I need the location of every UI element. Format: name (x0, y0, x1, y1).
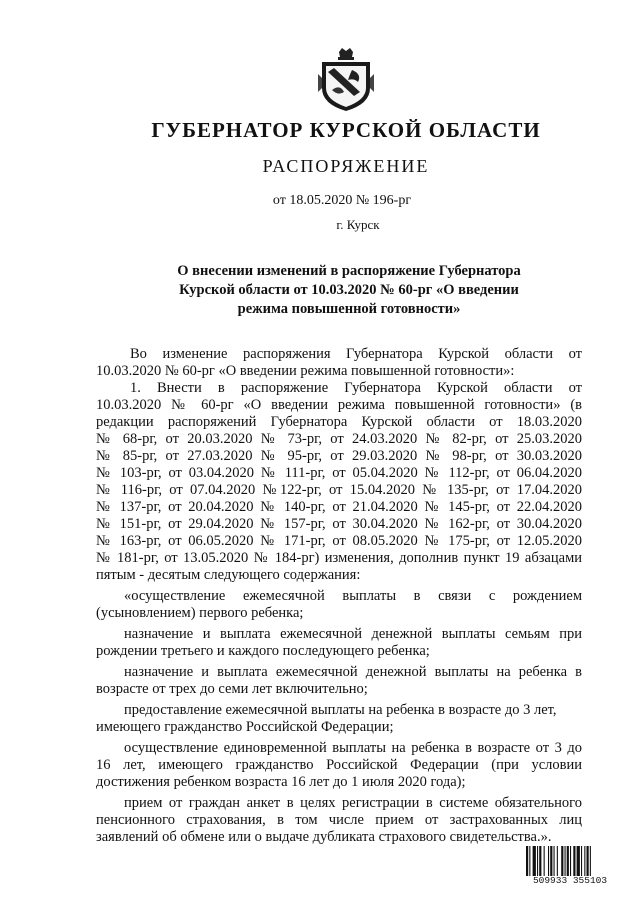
body-line: 1. Внести в распоряжение Губернатора Курской области от (130, 380, 582, 396)
body-line: № 116-рг, от 07.04.2020 №122-рг, от 15.04.2020 № 135-рг, от 17.04.2020 (96, 482, 582, 498)
document-type: РАСПОРЯЖЕНИЕ (262, 156, 430, 176)
body-line: 10.03.2020 № 60-рг «О введении режима повышенной готовности»: (96, 363, 515, 379)
barcode-bar (584, 846, 585, 876)
barcode-bar (533, 846, 536, 876)
barcode-bar (537, 846, 538, 876)
body-line: № 103-рг, от 03.04.2020 № 111-рг, от 05.04.2020 № 112-рг, от 06.04.2020 (96, 465, 582, 481)
barcode-bars (526, 846, 614, 876)
barcode-bar (570, 846, 571, 876)
barcode-bar (590, 846, 591, 876)
barcode-bar (565, 846, 566, 876)
governor-title: ГУБЕРНАТОР КУРСКОЙ ОБЛАСТИ (151, 118, 541, 142)
barcode-bar (544, 846, 545, 876)
barcode-bar (573, 846, 575, 876)
body-line: предоставление ежемесячной выплаты на ребенка в возрасте до 3 лет, (124, 702, 557, 718)
barcode-bar (548, 846, 549, 876)
barcode-bar (567, 846, 569, 876)
body-line: назначение и выплата ежемесячной денежной выплаты на ребенка в (124, 664, 582, 680)
city-name: г. Курск (336, 217, 380, 232)
body-line: пятым - десятым следующего содержания: (96, 567, 361, 583)
barcode-bar (529, 846, 530, 876)
body-line: 16 лет, имеющего гражданство Российской Федерации (при условии (96, 757, 582, 773)
coat-of-arms-emblem (318, 48, 374, 112)
body-line: осуществление единовременной выплаты на ребенка в возрасте от 3 до (124, 740, 582, 756)
document-title-line: Курской области от 10.03.2020 № 60-рг «О введении (179, 282, 519, 298)
barcode-bar (581, 846, 582, 876)
body-line: прием от граждан анкет в целях регистрации в системе обязательного (124, 795, 582, 811)
body-line: редакции распоряжений Губернатора Курской области от 18.03.2020 (96, 414, 582, 430)
document-title (150, 262, 548, 319)
barcode-number: 509933 355103 (532, 875, 608, 886)
barcode-bar (539, 846, 541, 876)
barcode-bar (557, 846, 558, 876)
body-line: 10.03.2020 № 60-рг «О введении режима повышенной готовности» (в (96, 397, 582, 413)
body-line: № 151-рг, от 29.04.2020 № 157-рг, от 30.04.2020 № 162-рг, от 30.04.2020 (96, 516, 582, 532)
body-line: № 68-рг, от 20.03.2020 № 73-рг, от 24.03.2020 № 82-рг, от 25.03.2020 (96, 431, 582, 447)
body-line: № 163-рг, от 06.05.2020 № 171-рг, от 08.05.2020 № 175-рг, от 12.05.2020 (96, 533, 582, 549)
document-title-line: О внесении изменений в распоряжение Губернатора (177, 263, 521, 279)
body-line: назначение и выплата ежемесячной денежной выплаты семьям при (124, 626, 582, 642)
body-line: пенсионного страхования, в том числе прием от застрахованных лиц (96, 812, 582, 828)
body-line: (усыновлением) первого ребенка; (96, 605, 304, 621)
barcode-bar (587, 846, 589, 876)
body-line: Во изменение распоряжения Губернатора Курской области от (130, 346, 582, 362)
date-and-number: от 18.05.2020 № 196-рг (272, 193, 412, 208)
body-line: «осуществление ежемесячной выплаты в связи с рождением (124, 588, 582, 604)
document-title-line: режима повышенной готовности» (237, 301, 461, 317)
body-line: достижения ребенком возраста 16 лет до 1 июля 2020 года); (96, 774, 466, 790)
barcode-bar (550, 846, 552, 876)
barcode-bar (526, 846, 528, 876)
barcode-bar (554, 846, 555, 876)
body-line: возрасте от трех до семи лет включительно; (96, 681, 368, 697)
barcode-bar (577, 846, 580, 876)
body-line: № 85-рг, от 27.03.2020 № 95-рг, от 29.03.2020 № 98-рг, от 30.03.2020 (96, 448, 582, 464)
body-line: рождении третьего и каждого последующего ребенка; (96, 643, 430, 659)
body-line: заявлений об обмене или о выдаче дубликата страхового свидетельства.». (96, 829, 552, 845)
body-line: № 137-рг, от 20.04.2020 № 140-рг, от 21.04.2020 № 145-рг, от 22.04.2020 (96, 499, 582, 515)
body-line: имеющего гражданство Российской Федерации; (96, 719, 394, 735)
barcode (526, 846, 614, 888)
body-line: № 181-рг, от 13.05.2020 № 184-рг) изменения, дополнив пункт 19 абзацами (96, 550, 582, 566)
barcode-bar (561, 846, 563, 876)
